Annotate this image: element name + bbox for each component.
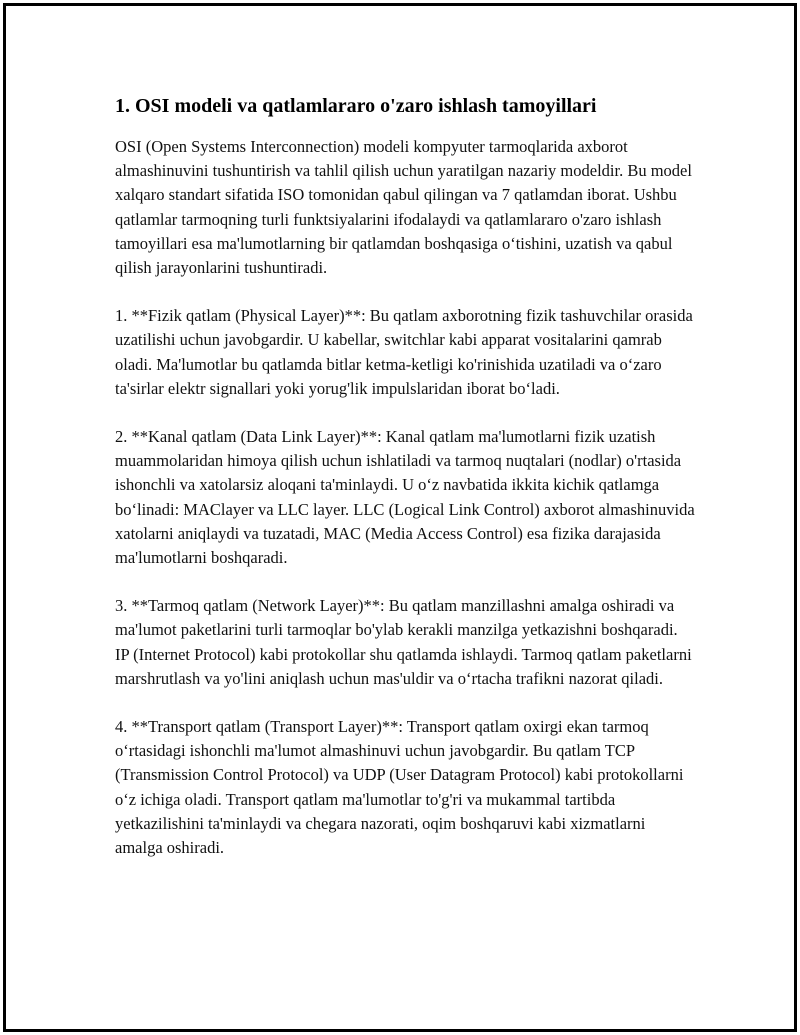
document-title: 1. OSI modeli va qatlamlararo o'zaro ishlash tamoyillari (115, 95, 597, 117)
data-link-layer-paragraph: 2. **Kanal qatlam (Data Link Layer)**: Kanal qatlam ma'lumotlarni fizik uzatish muammolaridan himoya qilish uchun ishlatiladi va tarmoq nuqtalari (nodlar) o'rtasida ishonchli va xatolarsiz aloqani ta'minlaydi. U o‘z navbatida ikkita kichik qatlamga bo‘linadi: MAClayer va LLC layer. LLC (Logical Link Control) axborot almashinuvida xatolarni aniqlaydi va tuzatadi, MAC (Media Access Control) esa fizika darajasida ma'lumotlarni boshqaradi. (115, 427, 695, 568)
network-layer-paragraph: 3. **Tarmoq qatlam (Network Layer)**: Bu qatlam manzillashni amalga oshiradi va ma'lumot paketlarini turli tarmoqlar bo'ylab kerakli manzilga yetkazishni boshqaradi. IP (Internet Protocol) kabi protokollar shu qatlamda ishlaydi. Tarmoq qatlam paketlarni marshrutlash va yo'lini aniqlash uchun mas'uldir va o‘rtacha trafikni nazorat qiladi. (115, 596, 692, 688)
physical-layer-paragraph: 1. **Fizik qatlam (Physical Layer)**: Bu qatlam axborotning fizik tashuvchilar orasida uzatilishi uchun javobgardir. U kabellar, switchlar kabi apparat vositalarini qamrab oladi. Ma'lumotlar bu qatlamda bitlar ketma-ketligi ko'rinishida uzatiladi va o‘zaro ta'sirlar elektr signallari yoki yorug'lik impulslaridan iborat bo‘ladi. (115, 306, 693, 398)
document-body (115, 93, 695, 884)
transport-layer-paragraph: 4. **Transport qatlam (Transport Layer)**: Transport qatlam oxirgi ekan tarmoq o‘rtasidagi ishonchli ma'lumot almashinuvi uchun javobgardir. Bu qatlam TCP (Transmission Control Protocol) va UDP (User Datagram Protocol) kabi protokollarni o‘z ichiga oladi. Transport qatlam ma'lumotlar to'g'ri va mukammal tartibda yetkazilishini ta'minlaydi va chegara nazorati, oqim boshqaruvi kabi xizmatlarni amalga oshiradi. (115, 717, 684, 858)
intro-paragraph: OSI (Open Systems Interconnection) modeli kompyuter tarmoqlarida axborot almashinuvini tushuntirish va tahlil qilish uchun yaratilgan nazariy modeldir. Bu model xalqaro standart sifatida ISO tomonidan qabul qilingan va 7 qatlamdan iborat. Ushbu qatlamlar tarmoqning turli funktsiyalarini ifodalaydi va qatlamlararo o'zaro ishlash tamoyillari esa ma'lumotlarning bir qatlamdan boshqasiga o‘tishini, uzatish va qabul qilish jarayonlarini tushuntiradi. (115, 137, 692, 278)
